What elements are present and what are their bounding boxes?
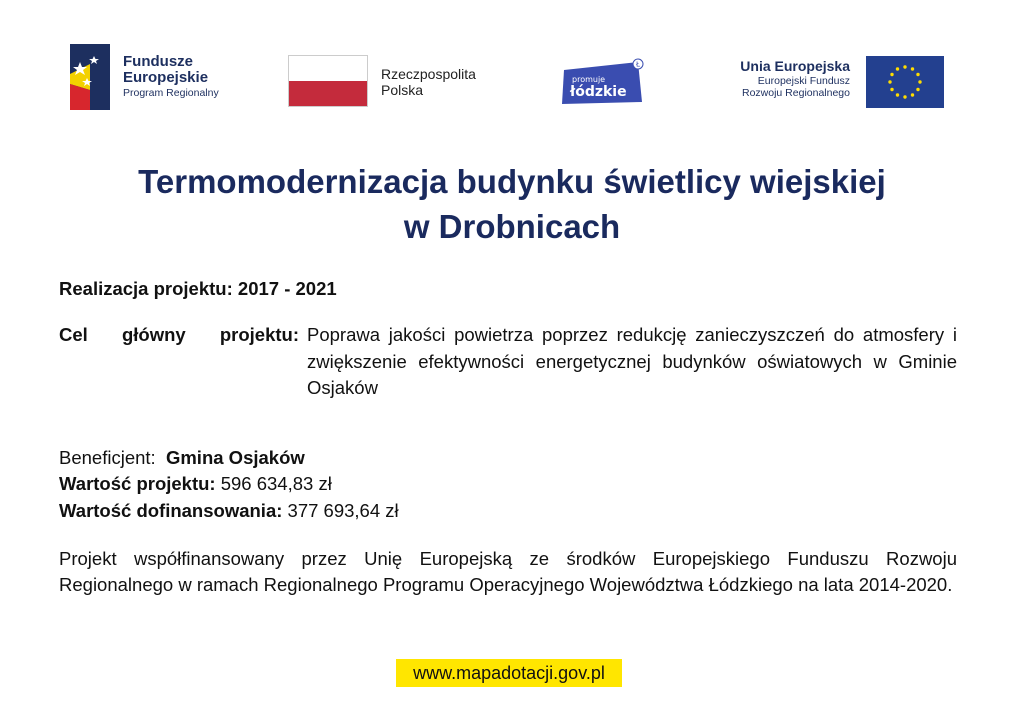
fe-line2: Europejskie bbox=[123, 68, 209, 86]
eu-star-icon bbox=[916, 88, 919, 91]
ue-line2: Europejski Fundusz bbox=[757, 74, 850, 87]
eu-star-icon bbox=[916, 73, 919, 76]
rp-line1: Rzeczpospolita bbox=[381, 66, 476, 82]
fundusze-europejskie-text bbox=[123, 54, 219, 99]
realizacja-label: Realizacja projektu: bbox=[59, 278, 233, 299]
eu-star-icon bbox=[918, 80, 921, 83]
promuje-lodzkie-logo bbox=[560, 58, 646, 106]
dofinansowanie-value: 377 693,64 zł bbox=[287, 499, 399, 521]
eu-star-icon bbox=[896, 93, 899, 96]
svg-text:Ł: Ł bbox=[636, 60, 640, 69]
lodzkie-small: promuje bbox=[572, 75, 606, 84]
cel-label: Cel główny projektu: bbox=[59, 324, 299, 346]
ue-line1: Unia Europejska bbox=[740, 58, 850, 74]
title-line1: Termomodernizacja budynku świetlicy wiejskiej bbox=[138, 163, 886, 200]
beneficjent-label: Beneficjent: bbox=[59, 447, 156, 469]
rp-line2: Polska bbox=[381, 82, 424, 99]
lodzkie-big: łódzkie bbox=[570, 84, 627, 100]
project-details bbox=[59, 276, 957, 598]
page-title bbox=[40, 160, 984, 249]
eu-flag-icon bbox=[866, 56, 944, 108]
rzeczpospolita-polska-text bbox=[381, 66, 476, 98]
eu-star-icon bbox=[888, 80, 891, 83]
website-link[interactable]: www.mapadotacji.gov.pl bbox=[396, 659, 622, 687]
fe-line1: Fundusze bbox=[123, 53, 193, 70]
fundusze-europejskie-logo-icon bbox=[70, 44, 110, 110]
beneficjent-value: Gmina Osjaków bbox=[165, 447, 305, 469]
eu-star-icon bbox=[896, 67, 899, 70]
cel-value: Poprawa jakości powietrza poprzez redukcję zanieczyszczeń do atmosfery i zwiększenie efektywności energetycznej budynków oświatowych w Gminie Osjaków bbox=[307, 324, 957, 398]
cel-row bbox=[59, 322, 957, 401]
eu-star-icon bbox=[890, 88, 893, 91]
dofinansowanie-label: Wartość dofinansowania: bbox=[59, 499, 283, 521]
unia-europejska-text bbox=[700, 58, 850, 100]
realizacja-row bbox=[59, 276, 957, 302]
ue-line3: Rozwoju Regionalnego bbox=[742, 87, 850, 100]
eu-star-icon bbox=[903, 65, 906, 68]
wartosc-label: Wartość projektu: bbox=[59, 473, 216, 495]
financial-info bbox=[59, 445, 957, 524]
eu-star-icon bbox=[911, 93, 914, 96]
dofinansowanie-row bbox=[59, 498, 957, 524]
wartosc-value: 596 634,83 zł bbox=[220, 473, 332, 495]
logo-bar bbox=[0, 44, 1024, 108]
eu-star-icon bbox=[911, 67, 914, 70]
eu-star-icon bbox=[890, 73, 893, 76]
title-line2: w Drobnicach bbox=[403, 207, 621, 245]
realizacja-value: 2017 - 2021 bbox=[237, 278, 337, 299]
wartosc-row bbox=[59, 471, 957, 497]
eu-star-icon bbox=[903, 95, 906, 98]
fe-line3: Program Regionalny bbox=[123, 86, 219, 99]
beneficjent-row bbox=[59, 445, 957, 471]
cofinancing-statement: Projekt współfinansowany przez Unię Europejską ze środków Europejskiego Funduszu Rozwoju Regionalnego w ramach Regionalnego Programu Operacyjnego Województwa Łódzkiego na lata 2014-2020. bbox=[59, 547, 957, 596]
poland-flag-icon bbox=[288, 55, 368, 107]
